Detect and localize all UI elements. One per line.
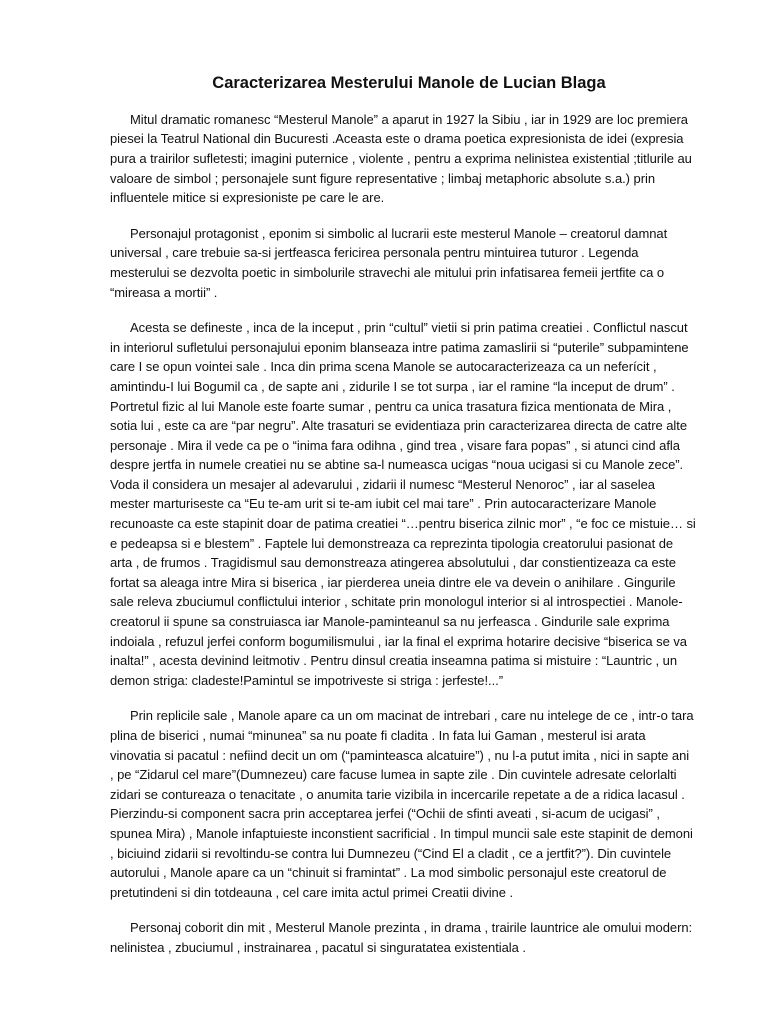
- paragraph-protagonist: Personajul protagonist , eponim si simbolic al lucrarii este mesterul Manole – creatorul damnat universal , care trebuie sa-si jertfeasca fericirea personala pentru mintuirea tuturor . Legenda mesterului se dezvolta poetic in simbolurile stravechi ale mitului prin infatisarea femeii jertfite ca o “mireasa a mortii” .: [110, 225, 668, 300]
- paragraph-intro: Mitul dramatic romanesc “Mesterul Manole” a aparut in 1927 la Sibiu , iar in 1929 are loc premiera piesei la Teatrul National din Bucuresti .Aceasta este o drama poetica expresionista de idei (expresia pura a trairilor sufletesti; imagini puternice , violente , pentru a exprima nelinistea existential ;titlurile au valoare de simbol ; personajele sunt figure representative ; limbaj metaphoric absolute s.a.) prin influentele mitice si expresioniste pe care le are.: [110, 111, 692, 206]
- paragraph-characterization: Acesta se defineste , inca de la inceput , prin “cultul” vietii si prin patima creatiei . Conflictul nascut in interiorul sufletului personajului eponim blanseaza intre patima zamaslirii si “puterile” subpamintene care I se opun vointei sale . Inca din prima scena Manole se autocaracterizeaza ca un neferícit , amintindu-I lui Bogumil ca , de sapte ani , zidurile I se tot surpa , iar el ramine “la inceput de drum” . Portretul fizic al lui Manole este foarte sumar , pentru ca unica trasatura fizica mentionata de Mira , sotia lui , este ca are “par negru”. Alte trasaturi se evidentiaza prin caracterizarea directa de catre alte personaje . Mira il vede ca pe o “inima fara odihna , gind trea , visare fara popas” , si atunci cind afla despre jertfa in numele creatiei nu se abtine sa-l numeasca ucigas “noua ucigasi si cu Manole zece”. Voda il considera un mesajer al adevarului , zidarii il numesc “Mesterul Nenoroc” , iar al saselea mester marturiseste ca “Eu te-am urit si te-am iubit cel mai tare” . Prin autocaracterizare Manole recunoaste ca este stapinit doar de patima creatiei “…pentru biserica zilnic mor” , “e foc ce mistuie… si e pedeapsa si e blestem” . Faptele lui demonstreaza ca reprezinta tipologia creatorului pasionat de arta , de frumos . Tragidismul sau demonstreaza atingerea absolutului , dar constientizeaza ca este fortat sa aleaga intre Mira si biserica , iar pierderea uneia dintre ele va devein o anihilare . Gingurile sale releva zbuciumul conflictului interior , schitate prin monologul interior si al introspectiei . Manole-creatorul ii spune sa construiasca iar Manole-paminteanul sa nu jerfeasca . Gindurile sale exprima indoiala , refuzul jerfei conform bogumilismului , iar la final el exprima hotarire decisive “biserica se va inalta!” , acesta devinind leitmotiv . Pentru dinsul creatia inseamna patima si mistuire : “Launtric , un demon striga: cladeste!Pamintul se impotriveste si striga : jerfeste!...”: [110, 320, 696, 688]
- title-subject: Mesterului Manole: [330, 74, 475, 92]
- document-title: [110, 74, 696, 94]
- title-suffix: de Lucian Blaga: [474, 74, 606, 92]
- paragraph-replies: Prin replicile sale , Manole apare ca un om macinat de intrebari , care nu intelege de ce , intr-o tara plina de biserici , numai “minunea” sa nu poate fi cladita . In fata lui Gaman , mesterul isi arata vinovatia si pacatul : nefiind decit un om (“paminteasca alcatuire”) , nu l-a putut imita , nici in sapte ani , pe “Zidarul cel mare”(Dumnezeu) care facuse lumea in sapte zile . Din cuvintele adresate celorlalti zidari se contureaza o tenacitate , o anumita tarie vizibila in incercarile repetate a de a ridica lacasul . Pierzindu-si component sacra prin acceptarea jerfei (“Ochii de sfinti aveati , si-acum de ucigasi” , spunea Mira) , Manole infaptuieste inconstient sacrificial . In timpul muncii sale este stapinit de demoni , biciuind zidarii si revoltindu-se contra lui Dumnezeu (“Cind El a cladit , ce a jertfit?”). Din cuvintele autorului , Manole apare ca un “chinuit si framintat” . La mod simbolic personajul este creatorul de pretutindeni si din totdeauna , cel care imita actul primei Creatii divine .: [110, 708, 694, 900]
- paragraph-conclusion: Personaj coborit din mit , Mesterul Manole prezinta , in drama , trairile launtrice ale omului modern: nelinistea , zbuciumul , instrainarea , pacatul si singuratatea existentiala .: [110, 920, 693, 955]
- title-prefix: Caracterizarea: [212, 74, 331, 92]
